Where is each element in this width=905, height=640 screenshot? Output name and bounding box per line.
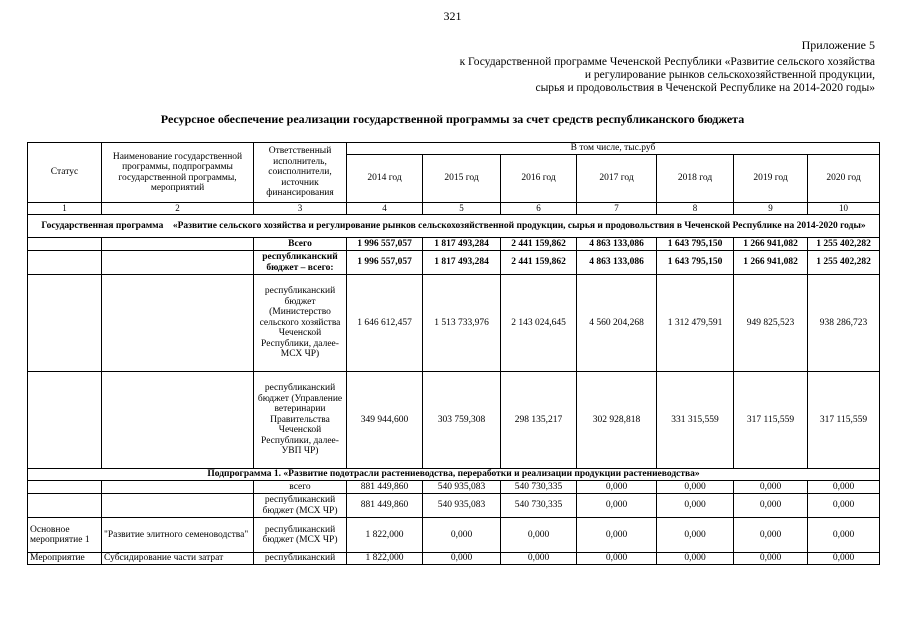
value-cell: 881 449,860 xyxy=(347,494,423,518)
header-group: В том числе, тыс.руб xyxy=(347,143,880,155)
row-label: республиканский бюджет (МСХ ЧР) xyxy=(254,494,347,518)
value-cell: 0,000 xyxy=(657,481,734,494)
value-cell: 0,000 xyxy=(423,553,501,565)
subprogram-title-row xyxy=(28,469,880,481)
table-row xyxy=(28,481,880,494)
column-number: 6 xyxy=(501,203,577,215)
header-year: 2020 год xyxy=(808,155,880,203)
row-label: всего xyxy=(254,481,347,494)
program-name: «Развитие сельского хозяйства и регулирование рынков сельскохозяйственной продукции, сырья и продовольствия в Чеченской Республике на 2014-2020 годы» xyxy=(172,220,866,231)
value-cell: 317 115,559 xyxy=(808,372,880,469)
value-cell: 0,000 xyxy=(577,518,657,553)
value-cell: 0,000 xyxy=(501,553,577,565)
header-year: 2014 год xyxy=(347,155,423,203)
value-cell: 4 863 133,086 xyxy=(577,251,657,275)
value-cell: 0,000 xyxy=(657,553,734,565)
table-row xyxy=(28,518,880,553)
column-number: 7 xyxy=(577,203,657,215)
value-cell: 540 935,083 xyxy=(423,481,501,494)
value-cell: 317 115,559 xyxy=(734,372,808,469)
value-cell: 4 560 204,268 xyxy=(577,275,657,372)
value-cell: 540 730,335 xyxy=(501,494,577,518)
value-cell: 0,000 xyxy=(808,494,880,518)
value-cell: 302 928,818 xyxy=(577,372,657,469)
value-cell: 0,000 xyxy=(808,553,880,565)
value-cell: 349 944,600 xyxy=(347,372,423,469)
appendix-title: Приложение 5 xyxy=(801,38,875,52)
header-year: 2015 год xyxy=(423,155,501,203)
program-title xyxy=(28,215,880,238)
column-number: 1 xyxy=(28,203,102,215)
header-year: 2016 год xyxy=(501,155,577,203)
value-cell: 2 441 159,862 xyxy=(501,251,577,275)
value-cell: 1 513 733,976 xyxy=(423,275,501,372)
column-number: 9 xyxy=(734,203,808,215)
header-executor: Ответственный исполнитель, соисполнители, источник финансирования xyxy=(254,143,347,203)
value-cell: 0,000 xyxy=(808,518,880,553)
value-cell: 303 759,308 xyxy=(423,372,501,469)
row-label: республиканский xyxy=(254,553,347,565)
page-title: Ресурсное обеспечение реализации государственной программы за счет средств республиканского бюджета xyxy=(160,112,745,126)
value-cell: 1 817 493,284 xyxy=(423,251,501,275)
page-number: 321 xyxy=(443,9,462,23)
value-cell: 540 935,083 xyxy=(423,494,501,518)
value-cell: 1 643 795,150 xyxy=(657,238,734,251)
row-status: Мероприятие xyxy=(28,553,102,565)
budget-table xyxy=(27,142,880,565)
value-cell: 331 315,559 xyxy=(657,372,734,469)
row-name: Субсидирование части затрат xyxy=(102,553,254,565)
row-label: республиканский бюджет (Управление ветеринарии Правительства Чеченской Республики, далее-УВП ЧР) xyxy=(254,372,347,469)
value-cell: 1 817 493,284 xyxy=(423,238,501,251)
header-year: 2019 год xyxy=(734,155,808,203)
value-cell: 540 730,335 xyxy=(501,481,577,494)
appendix-subtitle xyxy=(315,56,875,95)
appendix-line: к Государственной программе Чеченской Республики «Развитие сельского хозяйства xyxy=(459,56,875,68)
column-number: 5 xyxy=(423,203,501,215)
value-cell: 1 646 612,457 xyxy=(347,275,423,372)
row-label: республиканский бюджет (Министерство сельского хозяйства Чеченской Республики, далее-МСХ ЧР) xyxy=(254,275,347,372)
column-number-row xyxy=(28,203,880,215)
column-number: 4 xyxy=(347,203,423,215)
value-cell: 0,000 xyxy=(577,553,657,565)
value-cell: 0,000 xyxy=(734,518,808,553)
row-label: республиканский бюджет (МСХ ЧР) xyxy=(254,518,347,553)
value-cell: 1 266 941,082 xyxy=(734,251,808,275)
value-cell: 298 135,217 xyxy=(501,372,577,469)
table-row xyxy=(28,372,880,469)
value-cell: 2 143 024,645 xyxy=(501,275,577,372)
value-cell: 1 822,000 xyxy=(347,518,423,553)
value-cell: 1 996 557,057 xyxy=(347,251,423,275)
value-cell: 0,000 xyxy=(657,518,734,553)
header-name: Наименование государственной программы, подпрограммы государственной программы, мероприятий xyxy=(102,143,254,203)
value-cell: 0,000 xyxy=(734,553,808,565)
row-status: Основное мероприятие 1 xyxy=(28,518,102,553)
value-cell: 2 441 159,862 xyxy=(501,238,577,251)
table-row xyxy=(28,275,880,372)
program-label: Государственная программа xyxy=(41,220,164,231)
row-name: "Развитие элитного семеноводства" xyxy=(102,518,254,553)
table-row xyxy=(28,553,880,565)
value-cell: 0,000 xyxy=(808,481,880,494)
value-cell: 0,000 xyxy=(501,518,577,553)
value-cell: 949 825,523 xyxy=(734,275,808,372)
appendix-line: и регулирование рынков сельскохозяйственной продукции, xyxy=(584,69,875,81)
value-cell: 1 266 941,082 xyxy=(734,238,808,251)
value-cell: 0,000 xyxy=(577,494,657,518)
column-number: 10 xyxy=(808,203,880,215)
value-cell: 1 822,000 xyxy=(347,553,423,565)
value-cell: 4 863 133,086 xyxy=(577,238,657,251)
table-row xyxy=(28,251,880,275)
value-cell: 0,000 xyxy=(734,481,808,494)
column-number: 2 xyxy=(102,203,254,215)
column-number: 3 xyxy=(254,203,347,215)
appendix-line: сырья и продовольствия в Чеченской Республике на 2014-2020 годы» xyxy=(535,82,875,94)
value-cell: 1 255 402,282 xyxy=(808,251,880,275)
value-cell: 0,000 xyxy=(734,494,808,518)
table-row xyxy=(28,238,880,251)
value-cell: 1 255 402,282 xyxy=(808,238,880,251)
subprogram-title: Подпрограмма 1. «Развитие подотрасли растениеводства, переработки и реализации продукции растениеводства» xyxy=(28,469,880,481)
header-year: 2017 год xyxy=(577,155,657,203)
value-cell: 0,000 xyxy=(423,518,501,553)
row-label: Всего xyxy=(254,238,347,251)
column-number: 8 xyxy=(657,203,734,215)
value-cell: 1 996 557,057 xyxy=(347,238,423,251)
value-cell: 938 286,723 xyxy=(808,275,880,372)
table-row xyxy=(28,494,880,518)
value-cell: 0,000 xyxy=(657,494,734,518)
row-label: республиканский бюджет – всего: xyxy=(254,251,347,275)
value-cell: 1 643 795,150 xyxy=(657,251,734,275)
program-title-row xyxy=(28,215,880,238)
header-year: 2018 год xyxy=(657,155,734,203)
header-status: Статус xyxy=(28,143,102,203)
value-cell: 881 449,860 xyxy=(347,481,423,494)
value-cell: 1 312 479,591 xyxy=(657,275,734,372)
value-cell: 0,000 xyxy=(577,481,657,494)
